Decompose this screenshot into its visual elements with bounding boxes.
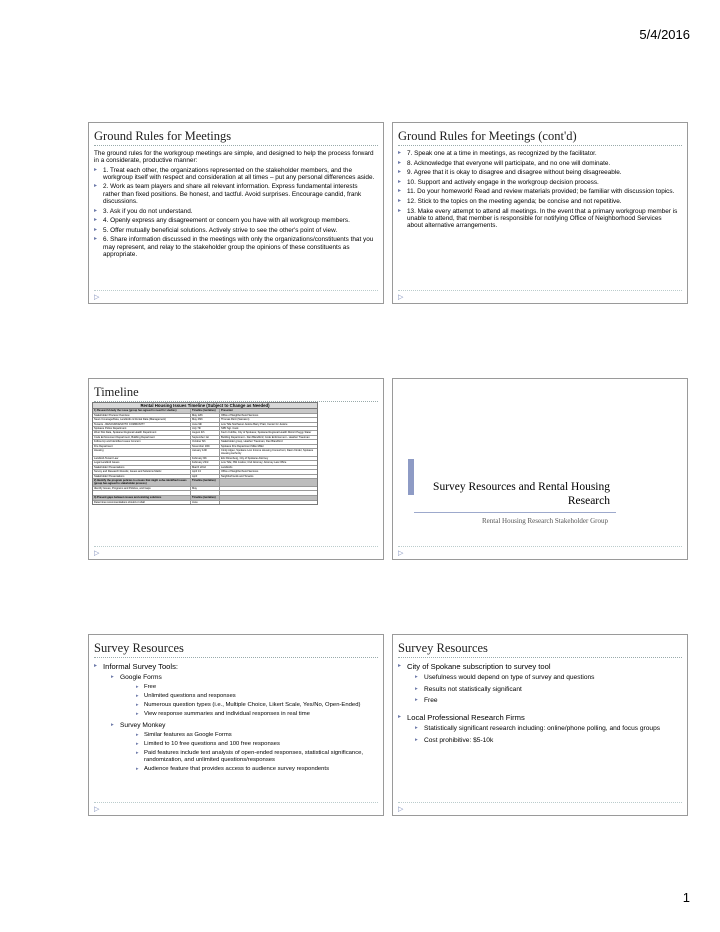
list-item: ▸ 9. Agree that it is okay to disagree and disagree without being disagreeable. <box>398 169 679 176</box>
footer-divider <box>398 546 682 547</box>
page-number: 1 <box>682 890 690 905</box>
section-row <box>93 479 317 487</box>
slide-title: Survey Resources <box>94 641 184 655</box>
list-item: ▸ 1. Treat each other, the organizations represented on the stakeholder members, and the workgroup itself with respect and consideration at all times – put any personal differences aside. <box>94 167 375 182</box>
table-cell: May 26th <box>191 418 220 421</box>
table-cell: Low Tide; NW Justice; Civil Attorney; Attorney Law Office <box>220 461 287 465</box>
intro-text: The ground rules for the workgroup meetings are simple, and designed to help the process forward in a considerate, productive manner: <box>94 150 374 165</box>
table-cell: Housing <box>93 449 191 456</box>
slide-title: Ground Rules for Meetings (cont'd) <box>398 129 577 143</box>
tool-list <box>103 673 375 773</box>
list-item <box>398 713 679 745</box>
footer-divider <box>94 802 378 803</box>
table-cell: News Coverage/Data, Landlords & Rental Data (Management) <box>93 418 191 421</box>
footer-divider <box>94 290 378 291</box>
table-cell: April <box>191 475 220 478</box>
list-item: ▸ Results not statistically significant <box>415 685 679 694</box>
slide-nav-arrow-icon: ▷ <box>398 550 404 557</box>
table-cell: Determine recommendations should or shall <box>93 501 191 504</box>
feature-list <box>120 732 375 773</box>
footer-divider <box>398 290 682 291</box>
table-cell: June 9th <box>191 423 220 426</box>
list-item: ▸ 4. Openly express any disagreement or concern you have with all workgroup members. <box>94 217 375 224</box>
table-cell: Kevin Cubble, City of Spokane; Spokane Regional Health District Peggy Slater <box>220 431 312 435</box>
list-item: ▸ Limited to 10 free questions and 100 free responses <box>136 741 375 748</box>
table-cell: Spokane Fire Department Mike Miller <box>220 444 264 448</box>
table-cell: Stakeholder Process Overview <box>93 414 191 417</box>
title-divider <box>414 512 616 513</box>
header-cell: Presenter <box>220 409 233 413</box>
list-item: ▸ Paid features include text analysis of open-ended responses, statistical significance, randomization, and unlimited questions/responses <box>136 750 375 764</box>
table-cell: April 13 <box>191 470 220 473</box>
table-cell: July 7th <box>191 427 220 430</box>
table-cell: May 12th <box>191 414 220 417</box>
table-row <box>93 501 317 504</box>
table-cell: SPD Sgt. Cook <box>220 427 239 431</box>
table-cell: November 10th <box>191 445 220 448</box>
table-cell: May <box>191 487 220 490</box>
table-cell: Stakeholder Presentations <box>93 475 191 478</box>
table-cell: Stakeholder Presentations <box>93 466 191 469</box>
table-cell: Building Department - Dan Blandford; Code Enforcement - Heather Trautman <box>220 435 310 439</box>
list-item: ▸ 2. Work as team players and share all relevant information. Express fundamental interests rather than fixed positions. Be honest, and tactful. Avoid surprises. Encourage candid, frank discussions. <box>94 183 375 205</box>
table-cell: Code Enforcement Department, Building Department <box>93 436 191 439</box>
slide-title: Survey Resources <box>398 641 488 655</box>
section-subtitle: Rental Housing Research Stakeholder Group <box>482 517 608 525</box>
table-cell: June <box>191 501 220 504</box>
title-divider <box>398 145 682 146</box>
detail-list <box>407 673 679 705</box>
list-item: ▸ 11. Do your homework! Read and review materials provided; be familiar with discussion topics. <box>398 188 679 195</box>
list-heading: Informal Survey Tools: <box>103 662 178 671</box>
table-cell: September 1st <box>191 436 220 439</box>
title-divider <box>94 657 378 658</box>
table-cell: Identify Issues, Programs and Policies, and Gaps <box>93 487 191 490</box>
list-item: ▸ 7. Speak one at a time in meetings, as recognized by the facilitator. <box>398 150 679 157</box>
feature-list <box>120 684 375 718</box>
header-cell: 3) Present gaps between issues and existing solutions <box>93 496 191 499</box>
table-cell: Stakeholder group, Heather Trautman, Dan Blandford <box>220 440 283 444</box>
table-cell: Neighborhoods and Tenants <box>220 474 254 478</box>
list-item: ▸ Cost prohibitive: $5-10k <box>415 736 679 745</box>
header-cell: 2) Identify the program policies to ensure that might solve identified issues (group has agreed to stakeholder process) <box>93 479 191 486</box>
list-heading: City of Spokane subscription to survey tool <box>407 662 551 671</box>
table-cell: Low Tide Northwest Justice Barry Pratt, Center for Justice <box>220 422 288 426</box>
header-cell: Timeline (tentative) <box>191 409 220 412</box>
list-item: ▸ Free <box>136 684 375 691</box>
slide-nav-arrow-icon: ▷ <box>94 294 100 301</box>
survey-tools-list <box>94 662 375 773</box>
table-cell: Eric Dinenberg, City of Spokane Attorney <box>220 456 269 460</box>
table-cell: January 12th <box>191 449 220 456</box>
slide-ground-rules-cont <box>392 122 688 304</box>
list-item: ▸ Free <box>415 696 679 705</box>
list-item: ▸ 5. Offer mutually beneficial solutions. Actively strive to see the other's point of view. <box>94 227 375 234</box>
table-cell: Survey and Research Results; Issues and Solutions Matrix <box>93 470 191 473</box>
list-item: ▸ Statistically significant research including: online/phone polling, and focus groups <box>415 724 679 733</box>
table-cell: Spokane Police Department <box>93 427 191 430</box>
title-divider <box>94 145 378 146</box>
table-cell: Fire Department <box>93 445 191 448</box>
list-item: ▸ Unlimited questions and responses <box>136 693 375 700</box>
detail-list <box>407 724 679 745</box>
list-item: ▸ 13. Make every attempt to attend all meetings. In the event that a primary workgroup member is unable to attend, that member is responsible for notifying Office of Neighborhood Services about alternative arrangements. <box>398 208 679 230</box>
header-date: 5/4/2016 <box>639 27 690 42</box>
list-item: ▸ 3. Ask if you do not understand. <box>94 208 375 215</box>
table-body <box>93 414 317 479</box>
slide-survey-title <box>392 378 688 560</box>
slide-survey-resources-2 <box>392 634 688 816</box>
slide-ground-rules <box>88 122 384 304</box>
list-heading: Local Professional Research Firms <box>407 713 525 722</box>
table-row <box>93 449 317 457</box>
table-cell: February 9th <box>191 457 220 460</box>
list-item: ▸ Numerous question types (i.e., Multiple Choice, Likert Scale, Yes/No, Open-Ended) <box>136 702 375 709</box>
slide-title: Timeline <box>94 385 139 399</box>
list-item: ▸ 10. Support and actively engage in the workgroup decision process. <box>398 179 679 186</box>
table-cell: March 22nd <box>191 466 220 469</box>
table-cell: Landlords <box>220 465 233 469</box>
table-cell: Legal Landlord Issues <box>93 461 191 464</box>
list-item: ▸ View response summaries and individual responses in real time <box>136 711 375 718</box>
slide-nav-arrow-icon: ▷ <box>398 806 404 813</box>
slide-survey-resources-1 <box>88 634 384 816</box>
list-item <box>398 662 679 705</box>
table-cell: Cindy Algeo, Spokane Low Income Housing Consortium; Dawn Kinder, Spokane Housing Authority <box>220 449 314 456</box>
list-item <box>111 721 375 773</box>
table-cell: February 23rd <box>191 461 220 464</box>
timeline-table <box>92 402 318 505</box>
slide-title: Ground Rules for Meetings <box>94 129 232 143</box>
header-cell: Timeline (tentative) <box>191 479 220 486</box>
table-title: Rental Housing Issues Timeline (Subject to Change as Needed) <box>93 403 317 409</box>
table-cell: October 6th <box>191 440 220 443</box>
list-item: ▸ Audience feature that provides access to audience survey respondents <box>136 766 375 773</box>
table-cell: Office of Neighborhood Services <box>220 470 259 474</box>
list-item: ▸ 12. Stick to the topics on the meeting agenda; be concise and not repetitive. <box>398 198 679 205</box>
slide-nav-arrow-icon: ▷ <box>94 550 100 557</box>
header-cell: Timeline (tentative) <box>191 496 220 499</box>
slide-nav-arrow-icon: ▷ <box>94 806 100 813</box>
table-cell: Tenants - RESOURCES/OTO COMMUNITY <box>93 423 191 426</box>
table-cell: West Slot Data, Spokane Regional Health Department <box>93 431 191 434</box>
footer-divider <box>398 802 682 803</box>
tool-label: Google Forms <box>120 674 162 681</box>
header-cell: 1) Research/study the issue (group has agreed to need for studies) <box>93 409 191 412</box>
table-cell: Office of Neighborhood Services <box>220 413 259 417</box>
list-item: ▸ Usefulness would depend on type of survey and questions <box>415 673 679 682</box>
rules-list <box>398 150 679 229</box>
table-cell: Follow-Up and Identifies Issues Concern <box>93 440 191 443</box>
table-cell: Thomas Ricci (Sarcasm) <box>220 418 250 422</box>
list-item: ▸ Similar features as Google Forms <box>136 732 375 739</box>
list-item: ▸ 6. Share information discussed in the meetings with only the organizations/constituents that you may represent, and relay to the stakeholder group the opinions of these constituents as appropriate. <box>94 236 375 258</box>
slide-nav-arrow-icon: ▷ <box>398 294 404 301</box>
title-divider <box>398 657 682 658</box>
table-cell: August 4th <box>191 431 220 434</box>
footer-divider <box>94 546 378 547</box>
list-item: ▸ 8. Acknowledge that everyone will participate, and no one will dominate. <box>398 160 679 167</box>
list-item <box>94 662 375 773</box>
tool-label: Survey Monkey <box>120 721 166 729</box>
section-title: Survey Resources and Rental Housing Research <box>433 481 610 507</box>
table-cell: Landlord-Tenant Law <box>93 457 191 460</box>
list-item <box>111 673 375 718</box>
rules-list <box>94 167 375 259</box>
accent-bar <box>408 459 414 495</box>
resources-list <box>398 662 679 745</box>
